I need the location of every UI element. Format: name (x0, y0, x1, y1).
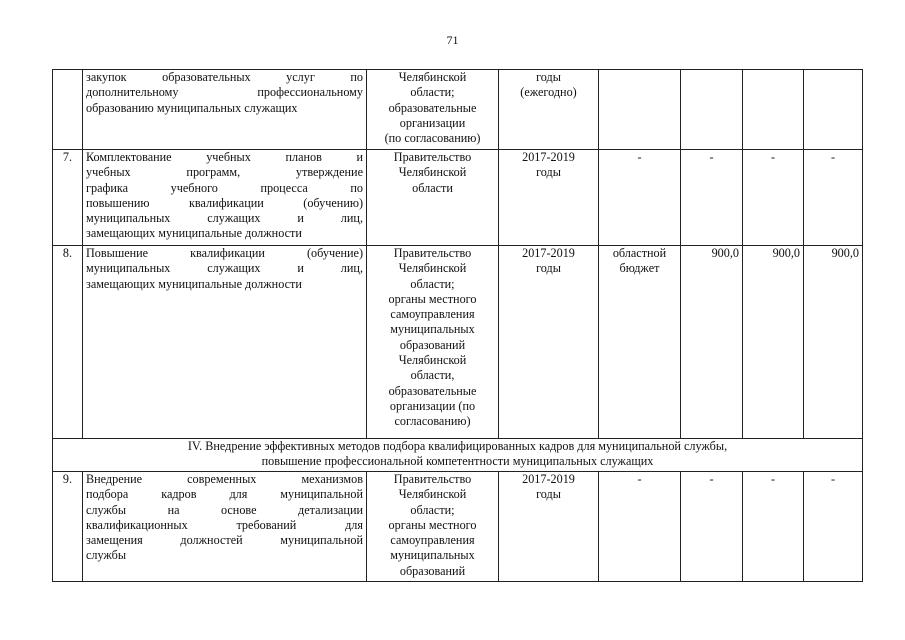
source-cell (599, 70, 681, 150)
source-cell: областной бюджет (599, 246, 681, 439)
value-cell (681, 70, 743, 150)
source-cell: - (599, 150, 681, 246)
plan-table (52, 69, 863, 582)
period-cell: годы (ежегодно) (499, 70, 599, 150)
value-cell (804, 70, 863, 150)
value-cell: - (743, 150, 804, 246)
period-cell: 2017-2019 годы (499, 246, 599, 439)
executor-cell: Правительство Челябинской области; органы местного самоуправления муниципальных образований Челябинской области, образовательные организации (по согласованию) (367, 246, 499, 439)
period-cell: 2017-2019 годы (499, 472, 599, 582)
page-number: 71 (446, 33, 459, 47)
table-row-9 (53, 472, 863, 582)
executor-cell: Челябинской области; образовательные организации (по согласованию) (367, 70, 499, 150)
row-number-cell: 7. (53, 150, 83, 246)
value-cell: - (804, 150, 863, 246)
row-number-cell (53, 70, 83, 150)
value-cell: - (743, 472, 804, 582)
table-row-continuation (53, 70, 863, 150)
section-title: IV. Внедрение эффективных методов подбора квалифицированных кадров для муниципальной службы, повышение профессиональной компетентности муниципальных служащих (53, 439, 863, 472)
value-cell: 900,0 (804, 246, 863, 439)
table-row-8 (53, 246, 863, 439)
measure-name-cell: закупок образовательных услуг по дополнительному профессиональному образованию муниципальных служащих (83, 70, 367, 150)
value-cell: - (681, 472, 743, 582)
measure-name-cell: Повышение квалификации (обучение) муниципальных служащих и лиц, замещающих муниципальные должности (83, 246, 367, 439)
source-cell: - (599, 472, 681, 582)
row-number-cell: 8. (53, 246, 83, 439)
executor-cell: Правительство Челябинской области; органы местного самоуправления муниципальных образований (367, 472, 499, 582)
value-cell: - (681, 150, 743, 246)
value-cell: - (804, 472, 863, 582)
measure-name-cell: Внедрение современных механизмов подбора кадров для муниципальной службы на основе детализации квалификационных требований для замещения должностей муниципальной службы (83, 472, 367, 582)
table-row-7 (53, 150, 863, 246)
measure-name-cell: Комплектование учебных планов и учебных программ, утверждение графика учебного процесса по повышению квалификации (обучению) муниципальных служащих и лиц, замещающих муниципальные должности (83, 150, 367, 246)
executor-cell: Правительство Челябинской области (367, 150, 499, 246)
row-number-cell: 9. (53, 472, 83, 582)
value-cell: 900,0 (743, 246, 804, 439)
value-cell (743, 70, 804, 150)
period-cell: 2017-2019 годы (499, 150, 599, 246)
value-cell: 900,0 (681, 246, 743, 439)
section-header-row (53, 439, 863, 472)
